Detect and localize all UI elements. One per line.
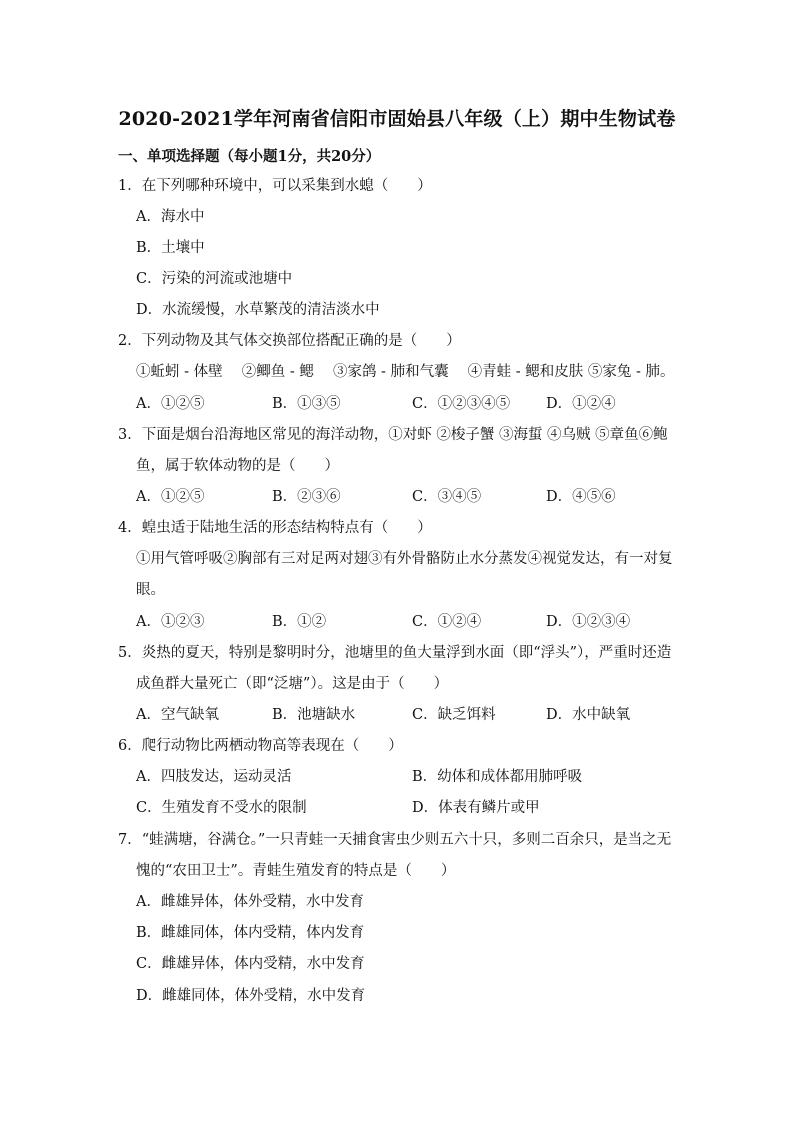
- page-title: 2020-2021学年河南省信阳市固始县八年级（上）期中生物试卷: [118, 108, 676, 130]
- question-5-option-c: C．缺乏饵料: [412, 707, 496, 723]
- question-4-option-d: D．①②③④: [546, 614, 631, 630]
- question-6-option-b: B．幼体和成体都用肺呼吸: [412, 769, 583, 785]
- question-2-option-a: A．①②⑤: [136, 396, 205, 412]
- question-1-stem: 1．在下列哪种环境中，可以采集到水螅（ ）: [118, 178, 432, 194]
- question-1-option-a: A．海水中: [136, 209, 205, 225]
- question-3-option-c: C．③④⑤: [412, 489, 482, 505]
- question-6-stem: 6．爬行动物比两栖动物高等表现在（ ）: [118, 738, 403, 754]
- question-7-stem-line-1: 7．“蛙满塘，谷满仓。”一只青蛙一天捕食害虫少则五六十只，多则二百余只，是当之无: [118, 832, 672, 848]
- question-7-option-d: D．雌雄同体，体外受精，水中发育: [136, 988, 366, 1004]
- question-7-stem-line-2: 愧的“农田卫士”。青蛙生殖发育的特点是（ ）: [136, 863, 456, 879]
- section-heading: 一、单项选择题（每小题1分，共20分）: [118, 148, 381, 165]
- question-7-option-a: A．雌雄异体，体外受精，水中发育: [136, 894, 364, 910]
- question-3-stem-line-1: 3．下面是烟台沿海地区常见的海洋动物，①对虾 ②梭子蟹 ③海蜇 ④乌贼 ⑤章鱼⑥鲍: [118, 427, 668, 443]
- question-4-option-b: B．①②: [272, 614, 327, 630]
- question-3-option-a: A．①②⑤: [136, 489, 205, 505]
- question-2-option-b: B．①③⑤: [272, 396, 341, 412]
- question-5-stem-line-2: 成鱼群大量死亡（即“泛塘”）。这是由于（ ）: [136, 676, 449, 692]
- question-5-stem-line-1: 5．炎热的夏天，特别是黎明时分，池塘里的鱼大量浮到水面（即“浮头”），严重时还造: [118, 645, 672, 661]
- question-5-option-a: A．空气缺氧: [136, 707, 219, 723]
- question-6-option-a: A．四肢发达，运动灵活: [136, 769, 292, 785]
- question-1-option-b: B．土壤中: [136, 240, 205, 256]
- question-7-option-c: C．雌雄异体，体内受精，水中发育: [136, 956, 365, 972]
- question-2-option-c: C．①②③④⑤: [412, 396, 511, 412]
- question-1-option-c: C．污染的河流或池塘中: [136, 271, 293, 287]
- question-7-option-b: B．雌雄同体，体内受精，体内发育: [136, 925, 365, 941]
- question-4-items-line-2: 眼。: [136, 582, 165, 598]
- question-3-stem-line-2: 鱼，属于软体动物的是（ ）: [136, 458, 339, 474]
- question-4-option-c: C．①②④: [412, 614, 482, 630]
- question-2-option-d: D．①②④: [546, 396, 616, 412]
- question-2-stem: 2．下列动物及其气体交换部位搭配正确的是（ ）: [118, 333, 461, 349]
- question-1-option-d: D．水流缓慢，水草繁茂的清洁淡水中: [136, 302, 380, 318]
- question-4-option-a: A．①②③: [136, 614, 205, 630]
- question-3-option-d: D．④⑤⑥: [546, 489, 616, 505]
- question-4-stem: 4．蝗虫适于陆地生活的形态结构特点有（ ）: [118, 520, 432, 536]
- question-6-option-d: D．体表有鳞片或甲: [412, 800, 540, 816]
- question-2-items: ①蚯蚓 - 体壁 ②鲫鱼 - 鳃 ③家鸽 - 肺和气囊 ④青蛙 - 鳃和皮肤 ⑤家兔 - 肺。: [136, 364, 675, 380]
- question-5-option-d: D．水中缺氧: [546, 707, 631, 723]
- question-4-items-line-1: ①用气管呼吸②胸部有三对足两对翅③有外骨骼防止水分蒸发④视觉发达，有一对复: [136, 551, 673, 567]
- question-6-option-c: C．生殖发育不受水的限制: [136, 800, 307, 816]
- question-5-option-b: B．池塘缺水: [272, 707, 356, 723]
- question-3-option-b: B．②③⑥: [272, 489, 341, 505]
